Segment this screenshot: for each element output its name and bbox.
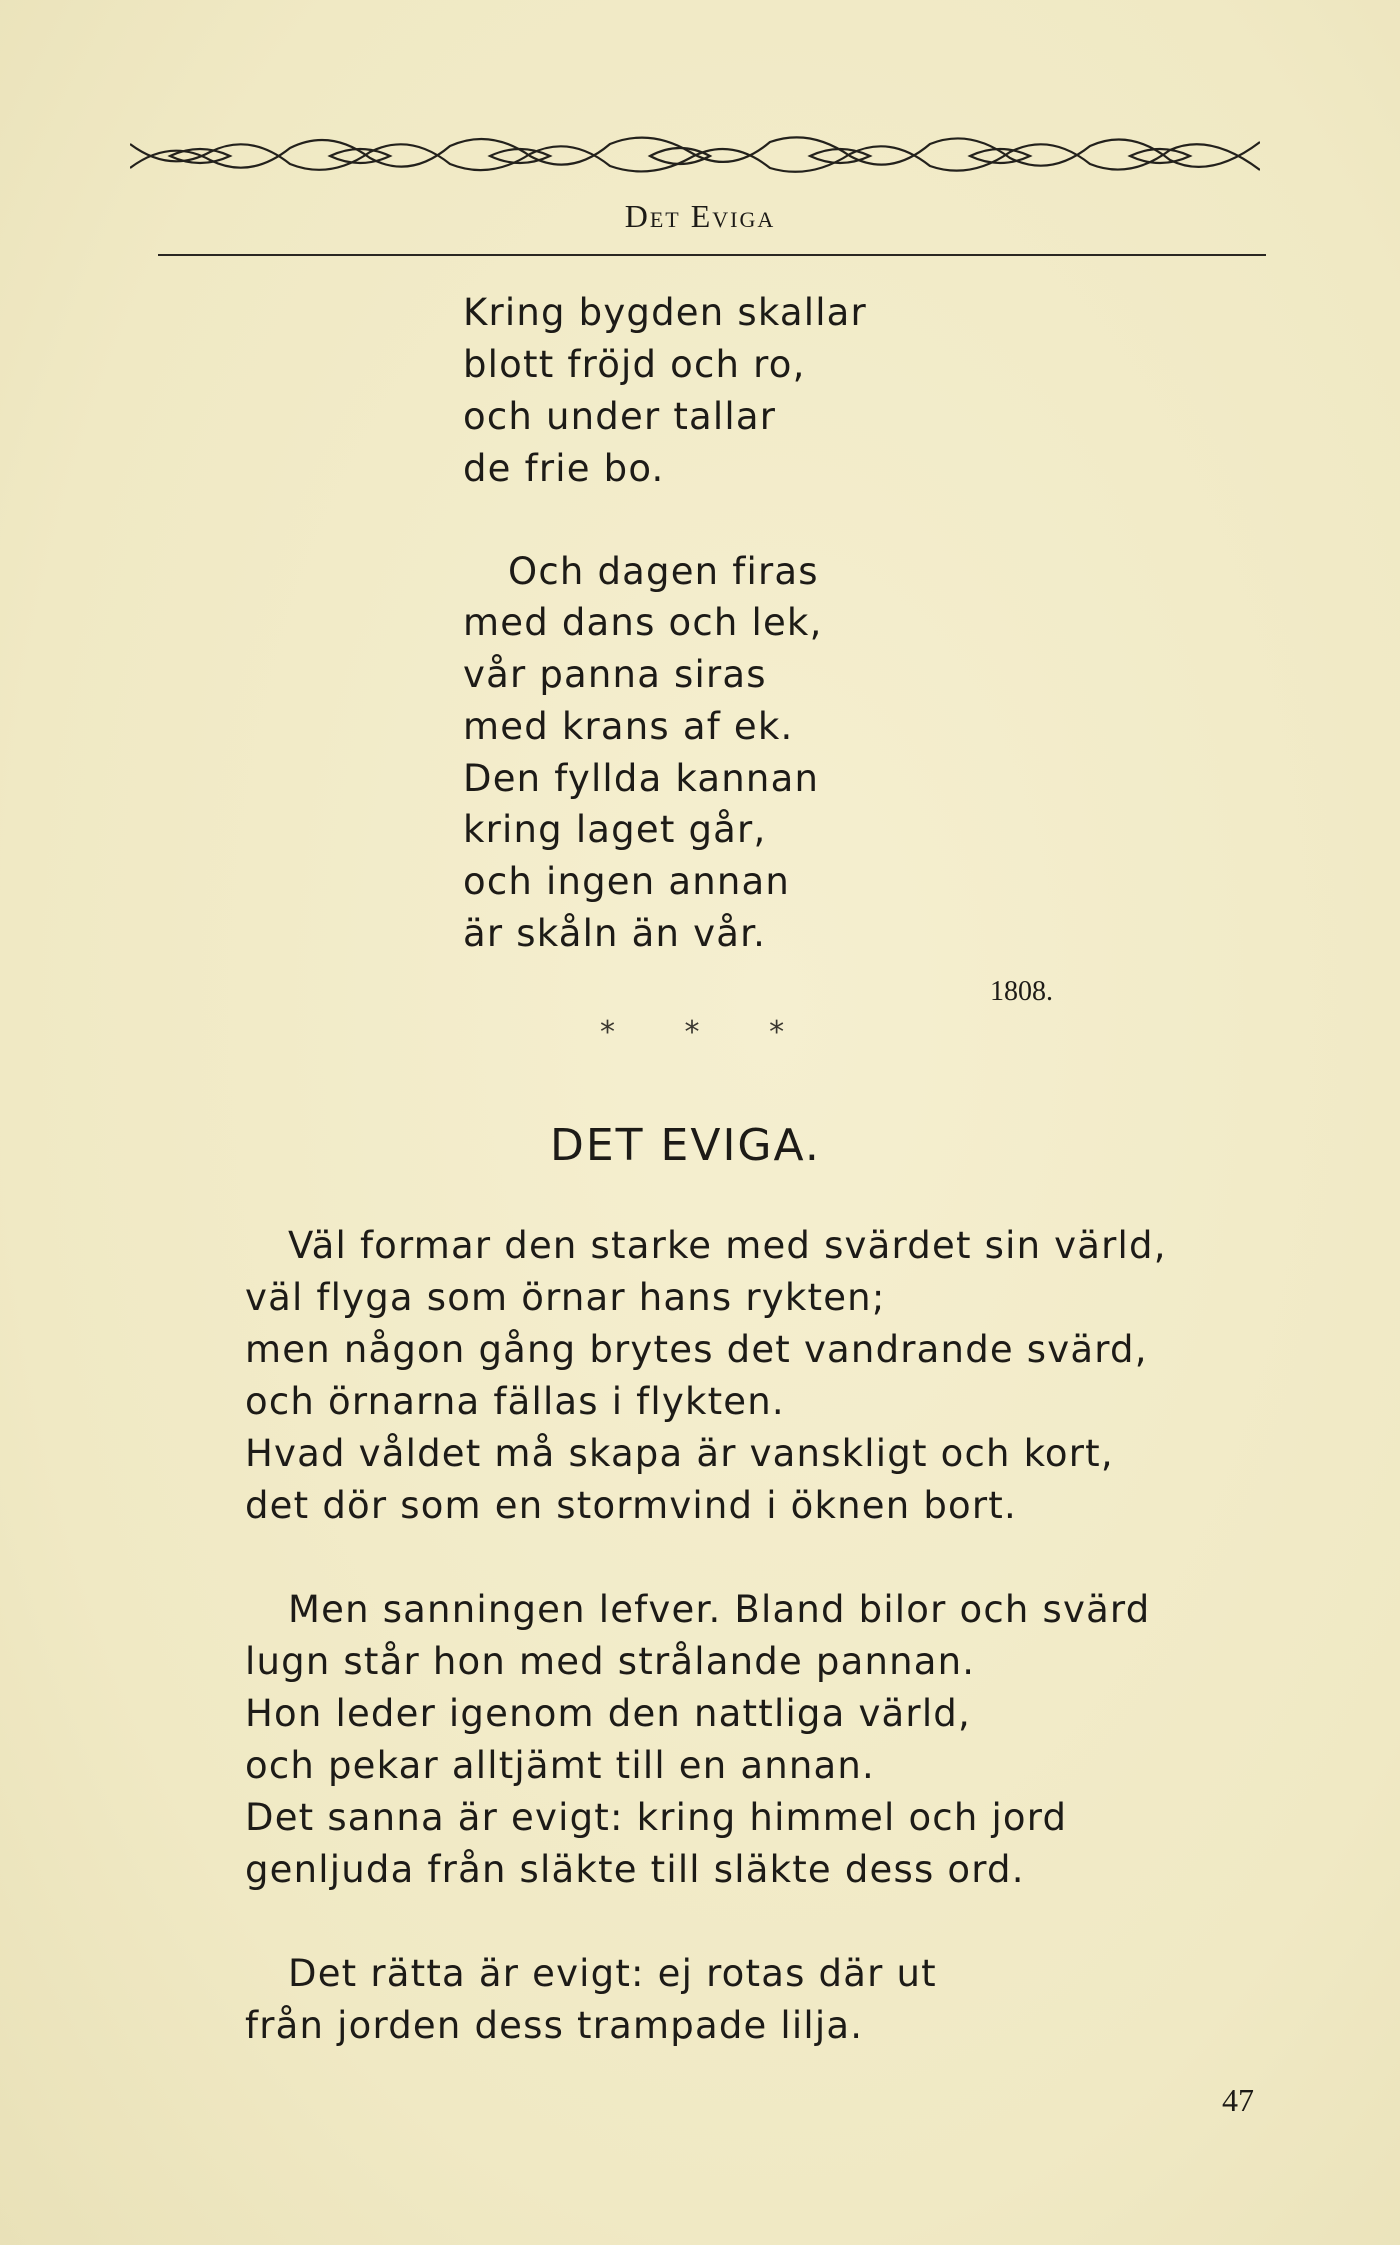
poem-line: från jorden dess trampade lilja.: [245, 2004, 864, 2047]
poem-line: med krans af ek.: [463, 705, 794, 748]
poem-line: Och dagen firas: [508, 550, 819, 593]
poem-line: Kring bygden skallar: [463, 291, 867, 334]
poem-line: vår panna siras: [463, 653, 767, 696]
poem-line: Men sanningen lefver. Bland bilor och svärd: [288, 1588, 1151, 1631]
poem-line: är skåln än vår.: [463, 912, 767, 955]
running-head: Det Eviga: [624, 198, 776, 234]
section-separator: * * *: [600, 1015, 815, 1050]
poem-line: Det rätta är evigt: ej rotas där ut: [288, 1952, 937, 1995]
poem-line: blott fröjd och ro,: [463, 343, 806, 386]
poem-line: Det sanna är evigt: kring himmel och jord: [245, 1796, 1068, 1839]
poem-line: Väl formar den starke med svärdet sin värld,: [288, 1224, 1167, 1267]
poem-line: och pekar alltjämt till en annan.: [245, 1744, 876, 1787]
poem-line: och örnarna fällas i flykten.: [245, 1380, 785, 1423]
poem-line: väl flyga som örnar hans rykten;: [245, 1276, 886, 1319]
poem-line: och ingen annan: [463, 860, 791, 903]
decorative-header-ornament: [130, 130, 1260, 180]
poem-line: Hon leder igenom den nattliga värld,: [245, 1692, 971, 1735]
poem-line: kring laget går,: [463, 808, 767, 851]
page-number: 47: [1222, 2082, 1254, 2118]
poem-line: de frie bo.: [463, 447, 665, 490]
poem-line: med dans och lek,: [463, 601, 823, 644]
header-rule: [158, 254, 1266, 256]
poem-title: DET EVIGA.: [550, 1120, 821, 1171]
poem-line: och under tallar: [463, 395, 777, 438]
poem-line: lugn står hon med strålande pannan.: [245, 1640, 976, 1683]
poem-line: Hvad våldet må skapa är vanskligt och kort,: [245, 1432, 1114, 1475]
poem-line: men någon gång brytes det vandrande svärd,: [245, 1328, 1148, 1371]
poem-line: det dör som en stormvind i öknen bort.: [245, 1484, 1017, 1527]
poem-year: 1808.: [990, 976, 1053, 1007]
poem-line: genljuda från släkte till släkte dess ord.: [245, 1848, 1025, 1891]
poem-line: Den fyllda kannan: [463, 757, 820, 800]
